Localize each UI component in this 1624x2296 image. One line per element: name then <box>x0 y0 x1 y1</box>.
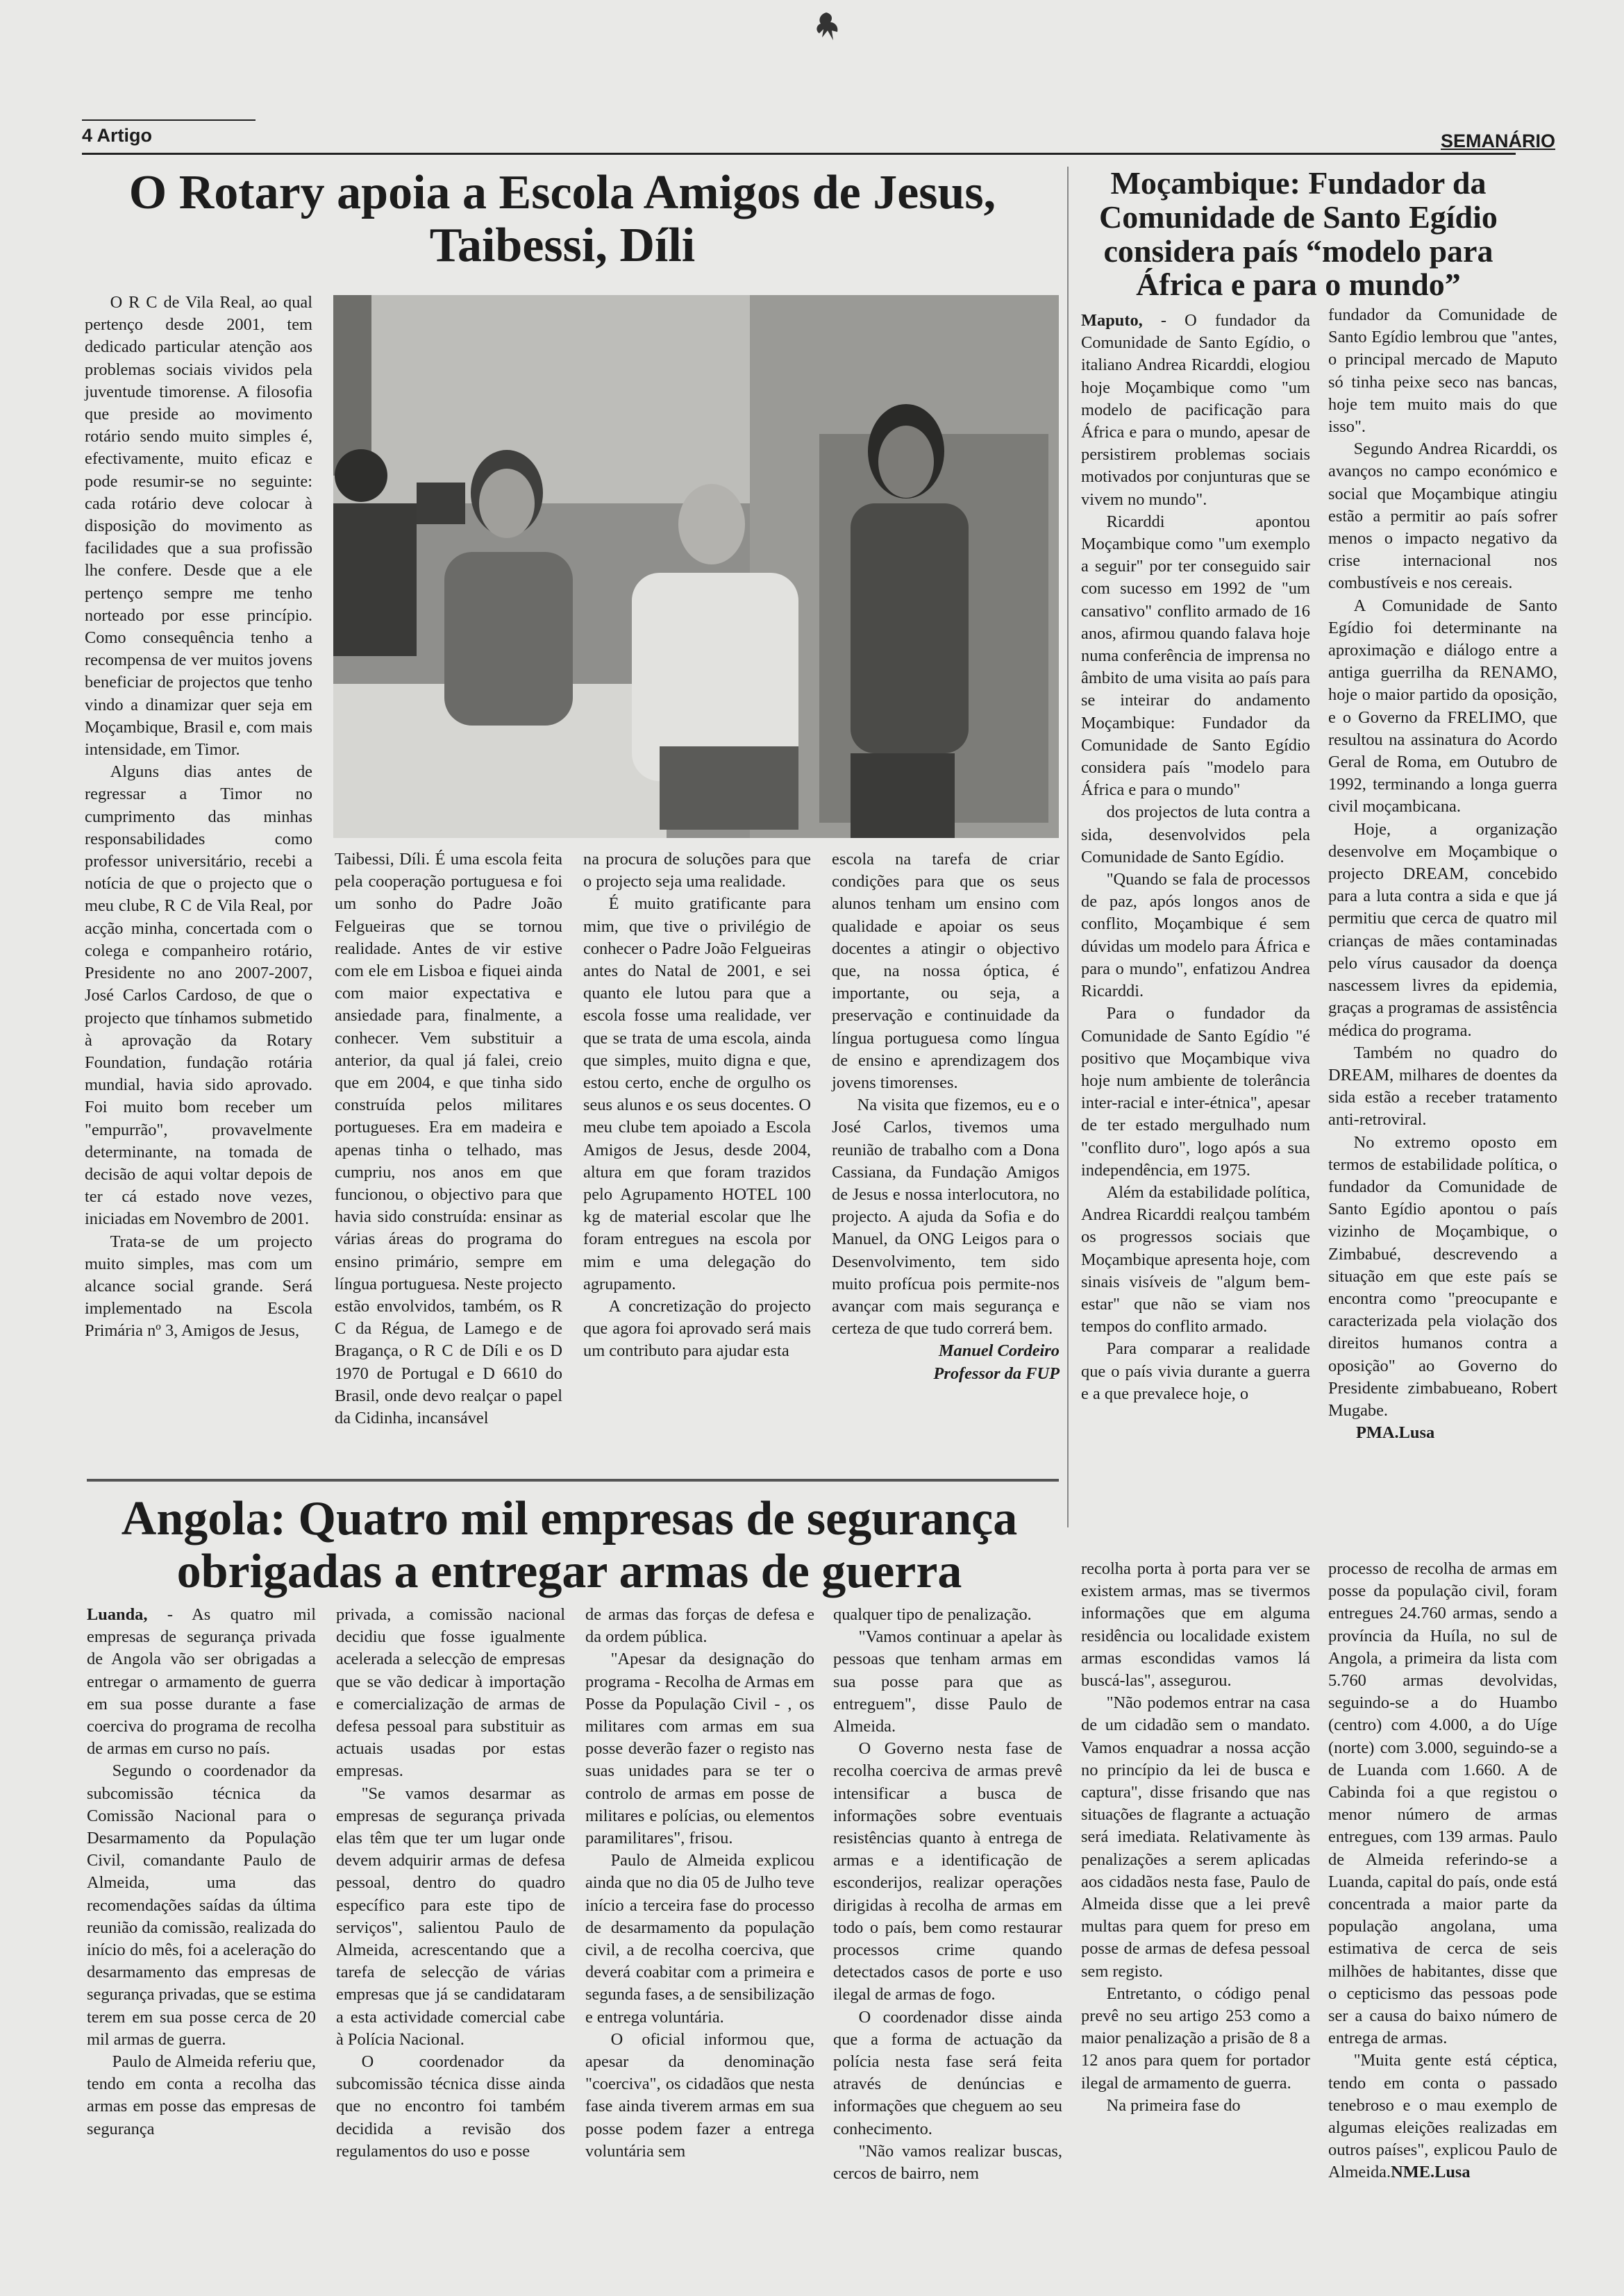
angola-paragraph: "Não podemos entrar na casa de um cidadão sem o mandato. Vamos enquadrar a nossa acção no princípio da lei de busca e captura", disse frisando que nas situações de flagrante a actuação será imediata. Relativamente às penalizações a serem aplicadas aos cidadãos nesta fase, Paulo de Almeida disse que a lei prevê multas para quem for preso em posse de armas de defesa pessoal sem registo. <box>1081 1693 1310 1981</box>
angola-paragraph: Na primeira fase do <box>1106 2095 1241 2115</box>
author-title: Professor da FUP <box>933 1364 1060 1383</box>
header-rule <box>82 153 1516 155</box>
angola-paragraph: Paulo de Almeida explicou ainda que no dia 05 de Julho teve início a terceira fase do processo de desarmamento da população civil, a de recolha coerciva, que deverá coabitar com a primeira e segunda fases, a de sensibilização e entrega voluntária. <box>585 1851 814 2027</box>
rotary-paragraph: Alguns dias antes de regressar a Timor no cumprimento das minhas responsabilidades como professor universitário, recebi a notícia de que o projecto que o meu clube, R C de Vila Real, por acção minha, concertada com o colega e companheiro rotário, Presidente no ano 2007-2007, José Carlos Cardoso, de que o projecto que tínhamos submetido à aprovação da Rotary Foundation, fundação rotária mundial, havia sido aprovado. Foi muito bom receber um "empurrão", provavelmente determinante, na tomada de decisão de aqui voltar depois de ter cá estado nove vezes, iniciadas em Novembro de 2001. <box>85 762 312 1229</box>
angola-paragraph: de armas das forças de defesa e da ordem pública. <box>585 1605 814 1647</box>
rotary-photo <box>333 295 1059 838</box>
section-name: Artigo <box>97 125 153 146</box>
newspaper-logo-icon <box>805 10 847 44</box>
rotary-column-4 <box>832 848 1060 1385</box>
page-number: 4 <box>82 125 93 146</box>
rotary-paragraph: O R C de Vila Real, ao qual pertenço desde 2001, tem dedicado particular atenção aos problemas sociais vividos pela juventude timorense. A filosofia que preside ao movimento rotário sendo muito simples é, efectivamente, muito eficaz e pode resumir-se no seguinte: cada rotário deve colocar à disposição do movimento as facilidades que a sua profissão lhe confere. Desde que a ele pertenço sempre me tenho norteado por esse princípio. Como consequência tenho a recompensa de ver muitos jovens beneficiar de projectos que tenho vindo a dinamizar quer seja em Moçambique, Brasil e, com mais intensidade, em Timor. <box>85 293 312 760</box>
rotary-paragraph: É muito gratificante para mim, que tive o privilégio de conhecer o Padre João Felgueiras antes do Natal de 2001, e sei quanto ele lutou para que a escola fosse uma realidade, ver que se trata de uma escola, ainda que simples, muito digna e que, estou certo, enche de orgulho os seus alunos e os seus docentes. O meu clube tem apoiado a Escola Amigos de Jesus, desde 2004, altura em que foram trazidos pelo Agrupamento HOTEL 100 kg de material escolar que lhe foram entregues na escola por mim e uma delegação do agrupamento. <box>583 894 811 1293</box>
angola-paragraph: recolha porta à porta para ver se existem armas, mas se tivermos informações que em alguma residência ou localidade existem armas escondidas vamos lá buscá-las", assegurou. <box>1081 1559 1310 1691</box>
angola-paragraph: "Apesar da designação do programa - Recolha de Armas em Posse da População Civil - , os militares com armas em sua posse deverão fazer o registo nas suas unidades para se ter o controlo de armas em posse de militares e polícias, ou elementos paramilitares", frisou. <box>585 1650 814 1848</box>
angola-paragraph: privada, a comissão nacional decidiu que fosse igualmente acelerada a selecção de empresas que se vão dedicar à importação e comercialização de armas de defesa pessoal para substituir as actuais usadas por estas empresas. <box>336 1605 565 1781</box>
rotary-headline: O Rotary apoia a Escola Amigos de Jesus, Taibessi, Díli <box>128 166 996 272</box>
header-rule-left <box>82 119 256 121</box>
angola-paragraph: "Não vamos realizar buscas, cercos de bairro, nem <box>833 2141 1062 2184</box>
mozambique-paragraph: Também no quadro do DREAM, milhares de doentes da sida estão a receber tratamento anti-retroviral. <box>1328 1043 1557 1130</box>
angola-paragraph: Segundo o coordenador da subcomissão técnica da Comissão Nacional para o Desarmamento da População Civil, comandante Paulo de Almeida, uma das recomendações saídas da última reunião da comissão, realizada do início do mês, foi a aceleração do desarmamento das empresas de segurança privadas, que se estima terem em sua posse cerca de 20 mil armas de guerra. <box>87 1761 316 2049</box>
mozambique-paragraph: A Comunidade de Santo Egídio foi determinante na aproximação e diálogo entre a antiga guerrilha da RENAMO, hoje o maior partido da oposição, e o Governo da FRELIMO, que resultou na assinatura do Acordo Geral de Roma, em Outubro de 1992, terminando a longa guerra civil moçambicana. <box>1328 596 1557 816</box>
angola-paragraph: Luanda, - As quatro mil empresas de segurança privada de Angola vão ser obrigadas a entregar o armamento de guerra em sua posse durante a fase coerciva do programa de recolha de armas em curso no país. <box>87 1605 316 1759</box>
rotary-paragraph: na procura de soluções para que o projecto seja uma realidade. <box>583 850 811 891</box>
angola-paragraph: qualquer tipo de penalização. <box>833 1605 1032 1624</box>
mozambique-column-1 <box>1081 310 1310 1405</box>
mozambique-column-2 <box>1328 304 1557 1444</box>
mozambique-paragraph: Além da estabilidade política, Andrea Ricarddi realçou também os progressos sociais que Moçambique apresenta hoje, com sinais visíveis de "algum bem-estar" que não se viam nos tempos do conflito armado. <box>1081 1182 1310 1336</box>
angola-paragraph: Paulo de Almeida referiu que, tendo em conta a recolha das armas em posse das empresas de segurança <box>87 2052 316 2138</box>
mozambique-paragraph: fundador da Comunidade de Santo Egídio lembrou que "antes, o principal mercado de Maputo só tinha peixe seco nas bancas, hoje tem muito mais do que isso". <box>1328 305 1557 437</box>
angola-paragraph: "Vamos continuar a apelar às pessoas que tenham armas em sua posse para que as entreguem", disse Paulo de Almeida. <box>833 1627 1062 1736</box>
rotary-paragraph: A concretização do projecto que agora foi aprovado será mais um contributo para ajudar esta <box>583 1297 811 1361</box>
mozambique-paragraph: Para comparar a realidade que o país vivia durante a guerra e a que prevalece hoje, o <box>1081 1339 1310 1403</box>
mozambique-paragraph: Ricarddi apontou Moçambique como "um exemplo a seguir" por ter conseguido sair com sucesso em 1992 de "um cansativo" conflito armado de 16 anos, afirmou quando falava hoje numa conferência de imprensa no âmbito de uma visita ao país para se inteirar do andamento Moçambique: Fundador da Comunidade de Santo Egídio considera país "modelo para África e para o mundo" <box>1081 512 1310 800</box>
rotary-paragraph: Na visita que fizemos, eu e o José Carlos, tivemos uma reunião de trabalho com a Dona Cassiana, da Fundação Amigos de Jesus e nossa interlocutora, no projecto. A ajuda da Sofia e do Manuel, da ONG Leigos para o Desenvolvimento, tem sido muito profícua pois permite-nos avançar com mais segurança e certeza de que tudo correrá bem. <box>832 1096 1060 1339</box>
angola-headline: Angola: Quatro mil empresas de segurança obrigadas a entregar armas de guerra <box>121 1492 1018 1598</box>
mozambique-paragraph: Segundo Andrea Ricarddi, os avanços no campo económico e social que Moçambique atingiu estão a permitir ao país sofrer menos o impacto negativo da crise internacional nos combustíveis e nos cereais. <box>1328 439 1557 593</box>
angola-column-4 <box>833 1604 1062 2185</box>
masthead: SEMANÁRIO <box>1441 131 1556 151</box>
angola-paragraph: "Se vamos desarmar as empresas de segurança privada elas têm que ter um lugar onde devem adquirir armas de defesa pessoal, dentro do quadro específico para este tipo de serviços", salientou Paulo de Almeida, acrescentando que a tarefa de selecção de várias empresas que já se candidataram a esta actividade comercial cabe à Polícia Nacional. <box>336 1784 565 2049</box>
mozambique-headline: Moçambique: Fundador da Comunidade de Santo Egídio considera país “modelo para África e para o mundo” <box>1099 165 1498 303</box>
angola-column-5 <box>1081 1558 1310 2117</box>
page-section-label <box>82 125 152 146</box>
column-rule-vertical <box>1067 167 1069 1527</box>
mozambique-paragraph: Para o fundador da Comunidade de Santo Egídio "é positivo que Moçambique viva hoje num ambiente de tolerância inter-racial e inter-étnica", apesar de ter estado mergulhado num "conflito duro", logo após a sua independência, em 1975. <box>1081 1004 1310 1180</box>
angola-paragraph: "Muita gente está céptica, tendo em conta o passado tenebroso e o mau exemplo de algumas eleições realizadas em outros países", explicou Paulo de Almeida.NME.Lusa <box>1328 2051 1557 2182</box>
rotary-paragraph: Trata-se de um projecto muito simples, mas com um alcance social grande. Será implementado na Escola Primária nº 3, Amigos de Jesus, <box>85 1232 312 1341</box>
angola-column-1 <box>87 1604 316 2140</box>
angola-paragraph: O coordenador disse ainda que a forma de actuação da polícia nesta fase será feita através de denúncias e informações que cheguem ao seu conhecimento. <box>833 2007 1062 2138</box>
angola-paragraph: O coordenador da subcomissão técnica disse ainda que no encontro foi também decidida a revisão dos regulamentos do uso e posse <box>336 2052 565 2161</box>
author-name: Manuel Cordeiro <box>938 1341 1060 1361</box>
mozambique-paragraph: dos projectos de luta contra a sida, desenvolvidos pela Comunidade de Santo Egídio. <box>1081 803 1310 866</box>
rotary-column-2 <box>335 848 562 1430</box>
mozambique-paragraph: Hoje, a organização desenvolve em Moçambique o projecto DREAM, concebido para a luta contra a sida e que já permitiu que cerca de quatro mil crianças de mães contaminadas pelo vírus causador da doença nascessem livres da epidemia, graças a programas de assistência médica do programa. <box>1328 819 1557 1040</box>
mozambique-paragraph: Maputo, - O fundador da Comunidade de Santo Egídio, o italiano Andrea Ricarddi, elogiou hoje Moçambique como "um modelo de pacificação para África e para o mundo, apesar de persistirem problemas sociais motivados por conjunturas que se vivem no mundo". <box>1081 311 1310 509</box>
angola-agency: NME.Lusa <box>1391 2163 1471 2182</box>
angola-dateline: Luanda, <box>87 1605 148 1624</box>
mozambique-paragraph: No extremo oposto em termos de estabilidade política, o fundador da Comunidade de Santo Egídio apontou o país vizinho de Moçambique, o Zimbabué, descrevendo a situação em que este país se encontra como "preocupante e caracterizada pela violação dos direitos humanos contra a oposição" ao Governo do Presidente zimbabueano, Robert Mugabe. <box>1328 1132 1557 1420</box>
angola-paragraph: processo de recolha de armas em posse da população civil, foram entregues 24.760 armas, sendo a província da Huíla, no sul de Angola, a primeira da lista com 5.760 armas devolvidas, seguindo-se a do Huambo (centro) com 4.000, a do Uíge (norte) com 3.000, seguindo-se a de Luanda com 1.660. A de Cabinda foi a que registou o menor número de armas entregues, com 139 armas. Paulo de Almeida referindo-se a Luanda, capital do país, onde está concentrada a maior parte da população angolana, uma estimativa de cerca de seis milhões de habitantes, disse que o cepticismo das pessoas pode ser a causa do baixo número de entrega de armas. <box>1328 1559 1557 2048</box>
angola-paragraph: Entretanto, o código penal prevê no seu artigo 253 como a maior penalização a prisão de 8 a 12 anos para quem for portador ilegal de armamento de guerra. <box>1081 1984 1310 2093</box>
article-separator <box>87 1479 1059 1482</box>
rotary-column-3 <box>583 848 811 1363</box>
rotary-paragraph: escola na tarefa de criar condições para que os seus alunos tenham um ensino com qualidade e apoiar os seus docentes a atingir o objectivo que, na nossa óptica, é importante, ou seja, a preservação e continuidade da língua portuguesa como língua de ensino e aprendizagem dos jovens timorenses. <box>832 850 1060 1093</box>
angola-paragraph: O Governo nesta fase de recolha coerciva de armas prevê intensificar a busca de informações sobre eventuais resistências quanto à entrega de armas e a identificação de esconderijos, realizar operações dirigidas à recolha de armas em todo o país, bem como restaurar processos crime quando detectados casos de porte e uso ilegal de armas de fogo. <box>833 1739 1062 2004</box>
mozambique-dateline: Maputo, <box>1081 311 1143 330</box>
angola-column-3 <box>585 1604 814 2163</box>
mozambique-paragraph: "Quando se fala de processos de paz, após longos anos de conflito, Moçambique é sem dúvidas um modelo para África e para o mundo", enfatizou Andrea Ricarddi. <box>1081 870 1310 1001</box>
rotary-paragraph: Taibessi, Díli. É uma escola feita pela cooperação portuguesa e foi um sonho do Padre João Felgueiras que se tornou realidade. Antes de vir estive com ele em Lisboa e fiquei ainda com maior expectativa e ansiedade para, finalmente, a conhecer. Vem substituir a anterior, da qual já falei, creio que em 2004, e que tinha sido construída pelos militares portugueses. Era em madeira e apenas tinha o telhado, mas cumpriu, nos anos em que funcionou, o objectivo para que havia sido construída: ensinar as várias áreas do programa do ensino primário, sempre em língua portuguesa. Neste projecto estão envolvidos, também, os R C da Régua, de Lamego e de Bragança, o R C de Díli e os D 1970 de Portugal e D 6610 do Brasil, onde devo realçar o papel da Cidinha, incansável <box>335 850 562 1428</box>
mozambique-agency: PMA.Lusa <box>1356 1423 1435 1443</box>
rotary-column-1 <box>85 292 312 1343</box>
angola-column-6 <box>1328 1558 1557 2184</box>
angola-paragraph: O oficial informou que, apesar da denominação "coerciva", os cidadãos que nesta fase ainda tiverem armas em sua posse podem fazer a entrega voluntária sem <box>585 2029 814 2161</box>
angola-column-2 <box>336 1604 565 2163</box>
